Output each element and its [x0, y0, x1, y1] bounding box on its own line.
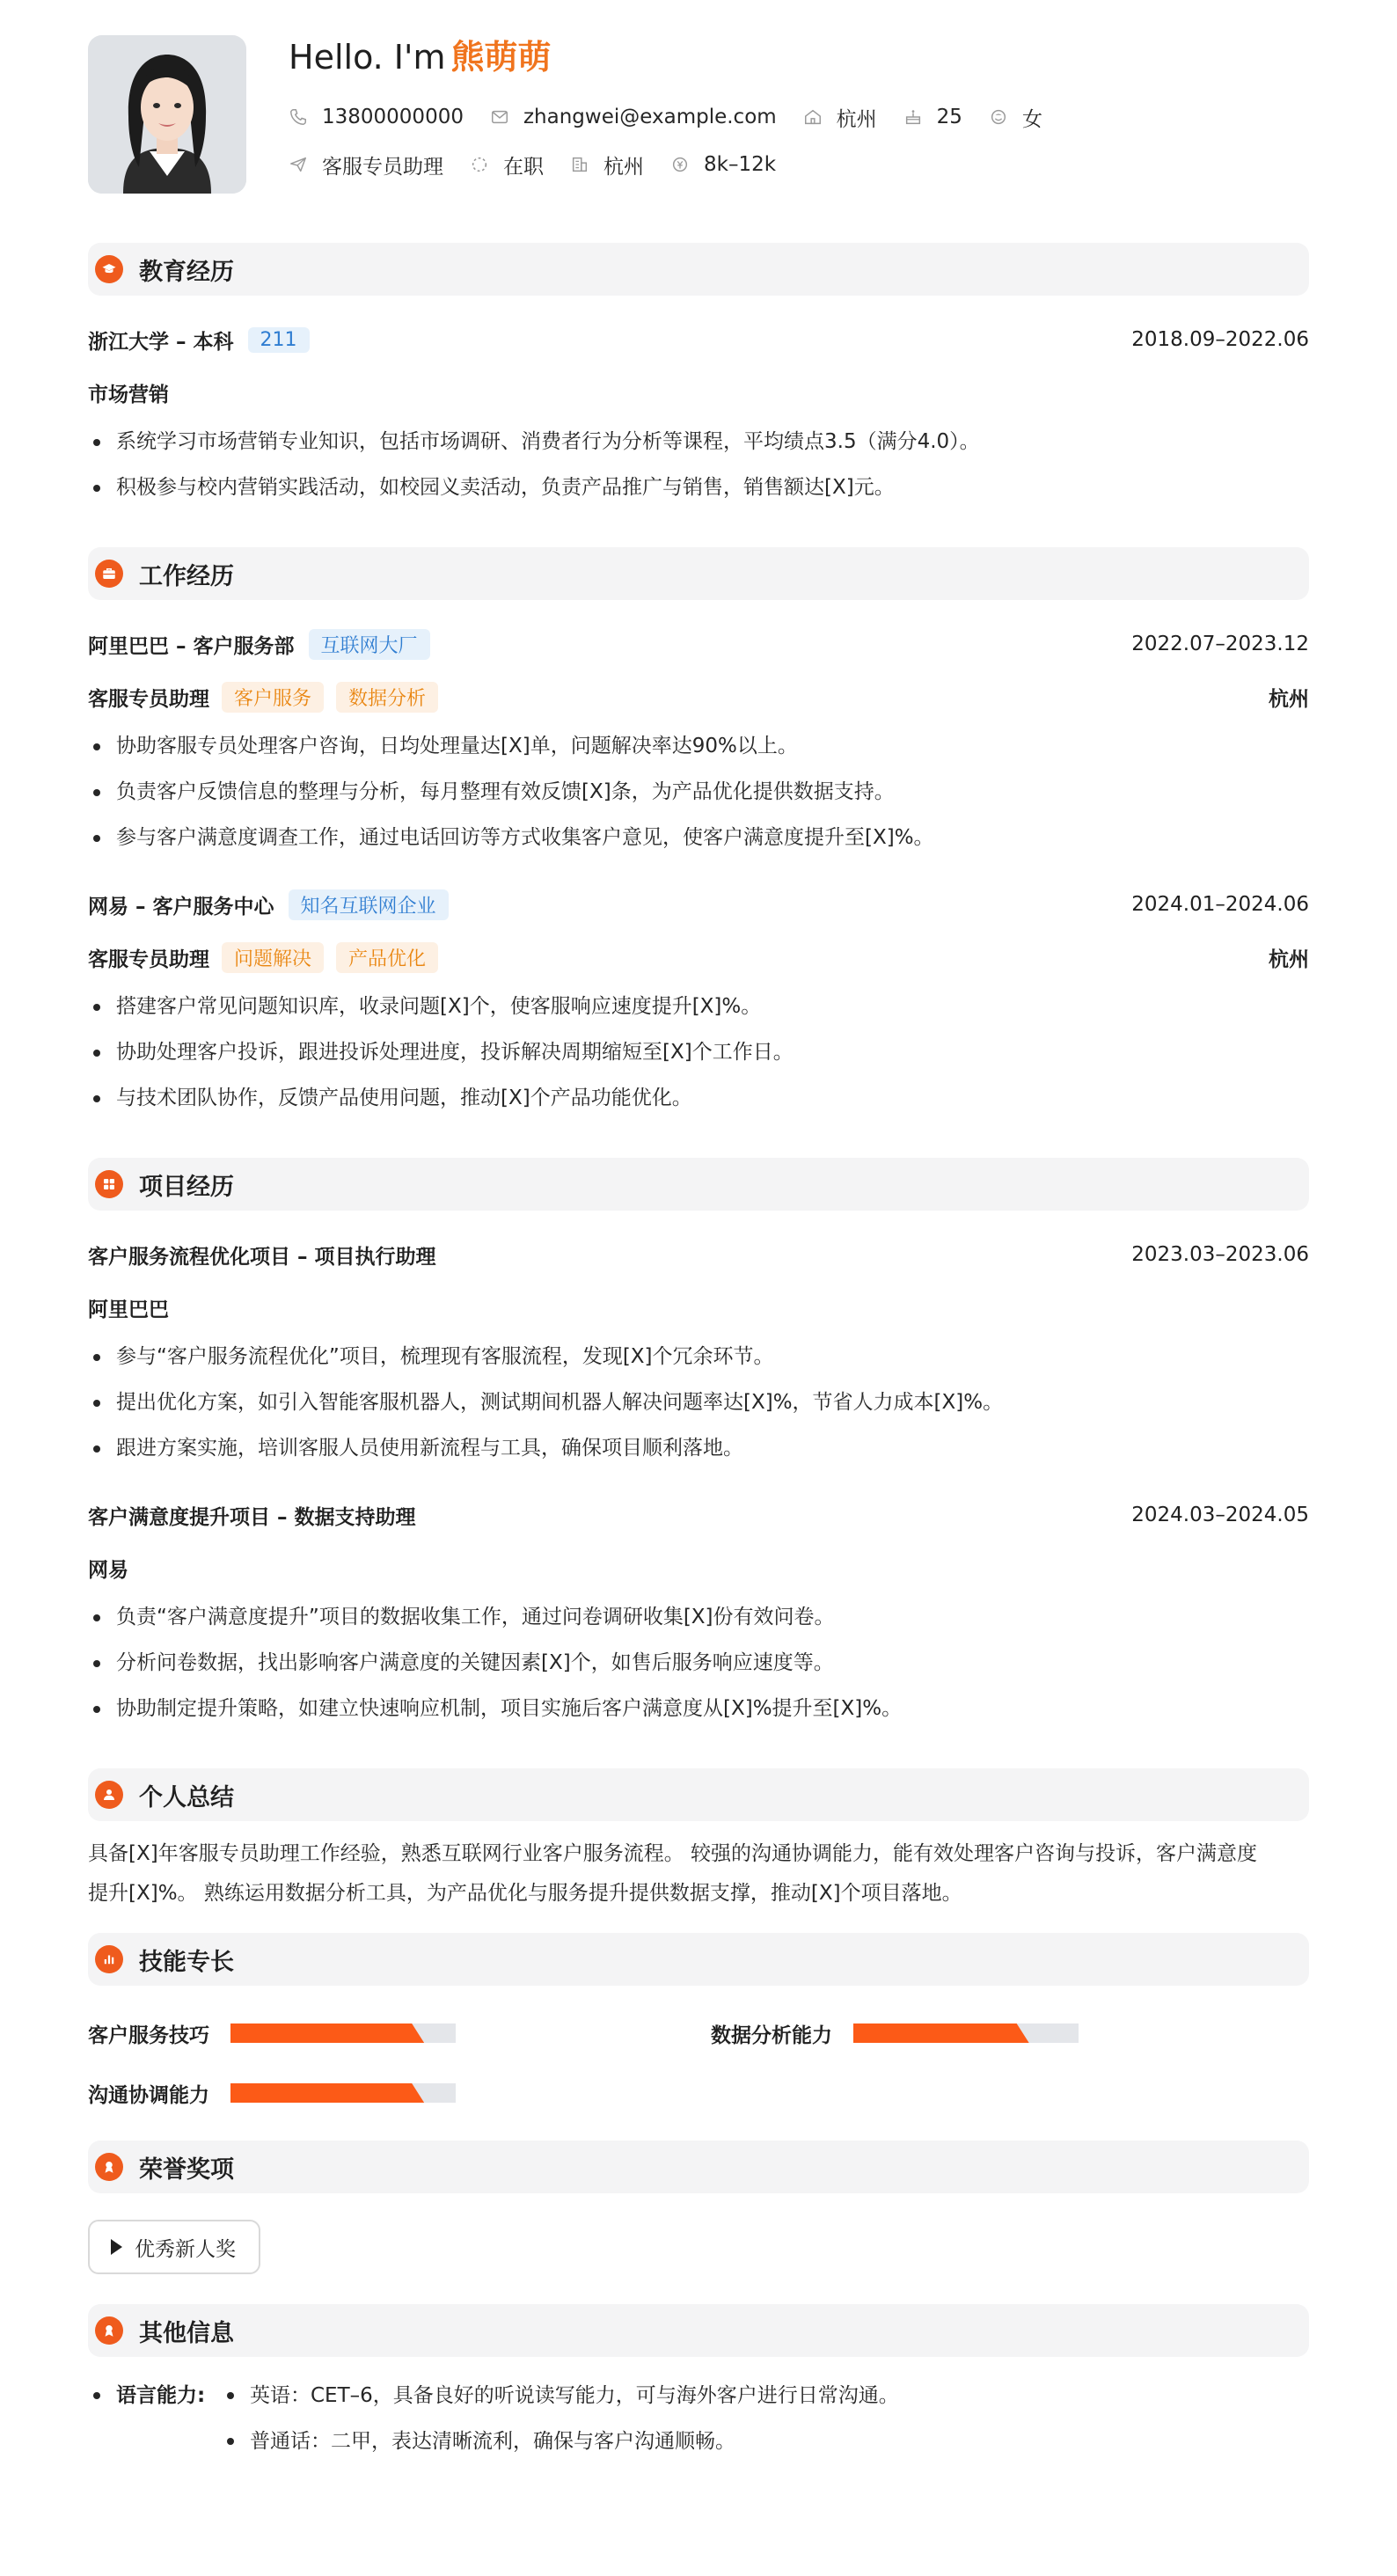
role: 客服专员助理: [88, 948, 209, 971]
section-education: [88, 243, 1309, 296]
skill-fill: [230, 2023, 424, 2043]
summary-line: 具备[X]年客服专员助理工作经验，熟悉互联网行业客户服务流程。 较强的沟通协调能力，能有效处理客户咨询与投诉，客户满意度: [88, 1842, 1258, 1865]
list-item: 跟进方案实施，培训客服人员使用新流程与工具，确保项目顺利落地。: [88, 1425, 1309, 1471]
city-text: 杭州: [836, 107, 877, 131]
company-title: 阿里巴巴 – 客户服务部: [88, 634, 295, 658]
section-skills: [88, 1933, 1309, 1986]
summary-text: [88, 1821, 1309, 1914]
entry-subheader: [88, 670, 1309, 723]
list-item: 负责“客户满意度提升”项目的数据收集工作，通过问卷调研收集[X]份有效问卷。: [88, 1594, 1309, 1640]
skill-item: [711, 2003, 1309, 2063]
mail-icon: [490, 107, 509, 127]
section-work: [88, 547, 1309, 600]
entry-subheader: [88, 931, 1309, 984]
company-tag: 知名互联网企业: [289, 889, 449, 920]
section-summary: [88, 1768, 1309, 1821]
home-icon: [803, 107, 823, 127]
user-icon: [95, 1781, 123, 1809]
bar-chart-icon: [95, 1945, 123, 1973]
company-tag: 互联网大厂: [309, 629, 430, 660]
salary-item: [670, 153, 776, 176]
project-entry: [88, 1211, 1309, 1471]
salary-text: 8k–12k: [704, 153, 777, 176]
send-icon: [289, 155, 308, 174]
list-item: 协助制定提升策略，如建立快速响应机制，项目实施后客户满意度从[X]%提升至[X]%。: [88, 1686, 1309, 1731]
position-text: 客服专员助理: [322, 155, 443, 179]
work-entry: [88, 600, 1309, 860]
entry-subheader: [88, 1541, 1309, 1594]
list-item: 分析问卷数据，找出影响客户满意度的关键因素[X]个，如售后服务响应速度等。: [88, 1640, 1309, 1686]
skill-tag: 产品优化: [336, 942, 438, 973]
entry-location: 杭州: [1269, 948, 1309, 971]
school-title: 浙江大学 – 本科: [88, 330, 234, 354]
skill-tag: 问题解决: [222, 942, 324, 973]
gender-icon: [989, 107, 1008, 127]
skill-tag: 客户服务: [222, 682, 324, 713]
money-icon: [670, 155, 690, 174]
candidate-name: 熊萌萌: [450, 38, 552, 77]
project-company: 网易: [88, 1558, 128, 1582]
section-title: 其他信息: [139, 2319, 234, 2347]
entry-date: 2022.07–2023.12: [1131, 633, 1309, 655]
list-item: 普通话：二甲，表达清晰流利，确保与客户沟通顺畅。: [222, 2419, 899, 2464]
age-item: [903, 106, 962, 128]
company-title: 网易 – 客户服务中心: [88, 895, 274, 918]
list-item: 积极参与校内营销实践活动，如校园义卖活动，负责产品推广与销售，销售额达[X]元。: [88, 465, 1309, 510]
school-tag: 211: [248, 327, 310, 353]
major: 市场营销: [88, 383, 169, 406]
grid-icon: [95, 1170, 123, 1198]
graduation-cap-icon: [95, 255, 123, 283]
resume-header: [88, 35, 1309, 195]
work-entry: [88, 860, 1309, 1121]
skill-bar: [230, 2083, 456, 2103]
list-item: 与技术团队协作，反馈产品使用问题，推动[X]个产品功能优化。: [88, 1075, 1309, 1121]
skill-bar: [230, 2023, 456, 2043]
entry-date: 2024.01–2024.06: [1131, 893, 1309, 916]
job-row: [289, 141, 1069, 188]
list-item: 参与客户满意度调查工作，通过电话回访等方式收集客户意见，使客户满意度提升至[X]%。: [88, 815, 1309, 860]
language-item: [88, 2373, 1309, 2453]
entry-header: [88, 1228, 1309, 1281]
section-title: 工作经历: [139, 562, 234, 590]
phone-icon: [289, 107, 308, 127]
section-title: 教育经历: [139, 258, 234, 286]
award-label: 优秀新人奖: [135, 2237, 236, 2261]
target-city-text: 杭州: [603, 155, 644, 179]
contact-row: [289, 93, 1069, 141]
skill-label: 数据分析能力: [711, 2023, 832, 2047]
entry-header: [88, 878, 1309, 931]
skill-item: [88, 2063, 711, 2123]
entry-bullets: [88, 1334, 1309, 1471]
entry-bullets: [88, 1594, 1309, 1731]
section-projects: [88, 1158, 1309, 1211]
section-awards: [88, 2141, 1309, 2193]
entry-header: [88, 1489, 1309, 1541]
section-title: 荣誉奖项: [139, 2155, 234, 2184]
skill-item: [88, 2003, 711, 2063]
avatar-portrait-icon: [88, 35, 246, 194]
list-item: 系统学习市场营销专业知识，包括市场调研、消费者行为分析等课程，平均绩点3.5（满分4.0）。: [88, 419, 1309, 465]
list-item: 协助处理客户投诉，跟进投诉处理进度，投诉解决周期缩短至[X]个工作日。: [88, 1029, 1309, 1075]
greeting-line: [289, 35, 1069, 79]
list-item: 英语：CET–6，具备良好的听说读写能力，可与海外客户进行日常沟通。: [222, 2373, 899, 2419]
entry-subheader: [88, 1281, 1309, 1334]
entry-bullets: [88, 419, 1309, 510]
project-entry: [88, 1471, 1309, 1731]
skills-grid: [88, 1986, 1309, 2123]
project-title: 客户满意度提升项目 – 数据支持助理: [88, 1505, 416, 1529]
briefcase-icon: [95, 560, 123, 588]
entry-location: 杭州: [1269, 687, 1309, 711]
section-title: 技能专长: [139, 1948, 234, 1976]
skill-fill: [853, 2023, 1029, 2043]
skill-fill: [230, 2083, 424, 2103]
entry-date: 2024.03–2024.05: [1131, 1504, 1309, 1526]
project-company: 阿里巴巴: [88, 1298, 169, 1321]
loading-icon: [470, 155, 489, 174]
section-other: [88, 2304, 1309, 2357]
gender-text: 女: [1021, 107, 1042, 131]
list-item: 负责客户反馈信息的整理与分析，每月整理有效反馈[X]条，为产品优化提供数据支持。: [88, 769, 1309, 815]
entry-date: 2023.03–2023.06: [1131, 1243, 1309, 1266]
summary-line: 提升[X]%。 熟练运用数据分析工具，为产品优化与服务提升提供数据支撑，推动[X]个项目落地。: [88, 1882, 962, 1905]
email-text: zhangwei@example.com: [523, 106, 777, 128]
other-info-list: [88, 2357, 1309, 2453]
project-title: 客户服务流程优化项目 – 项目执行助理: [88, 1245, 436, 1269]
skill-label: 沟通协调能力: [88, 2083, 209, 2107]
list-item: 参与“客户服务流程优化”项目，梳理现有客服流程，发现[X]个冗余环节。: [88, 1334, 1309, 1379]
cake-icon: [903, 107, 923, 127]
age-text: 25: [936, 106, 962, 128]
header-info: [289, 35, 1069, 188]
city-item: [803, 103, 877, 132]
language-sublist: [222, 2373, 899, 2453]
phone-text: 13800000000: [322, 106, 464, 128]
award-icon: [95, 2153, 123, 2181]
entry-subheader: [88, 366, 1309, 419]
list-item: 搭建客户常见问题知识库，收录问题[X]个，使客服响应速度提升[X]%。: [88, 984, 1309, 1029]
email-item: [490, 106, 777, 128]
skill-bar: [853, 2023, 1079, 2043]
list-item: 提出优化方案，如引入智能客服机器人，测试期间机器人解决问题率达[X]%，节省人力成本[X]%。: [88, 1379, 1309, 1425]
target-city-item: [570, 150, 644, 179]
info-icon: [95, 2316, 123, 2345]
language-key: 语言能力:: [116, 2384, 206, 2407]
phone-item: [289, 106, 464, 128]
entry-header: [88, 618, 1309, 670]
entry-header: [88, 313, 1309, 366]
play-icon: [111, 2239, 122, 2255]
entry-bullets: [88, 723, 1309, 860]
status-item: [470, 150, 544, 179]
skill-label: 客户服务技巧: [88, 2023, 209, 2047]
gender-item: [989, 103, 1042, 132]
entry-date: 2018.09–2022.06: [1131, 328, 1309, 351]
section-title: 项目经历: [139, 1173, 234, 1201]
section-title: 个人总结: [139, 1783, 234, 1811]
role: 客服专员助理: [88, 687, 209, 711]
status-text: 在职: [503, 155, 544, 179]
education-entry: [88, 296, 1309, 510]
list-item: 协助客服专员处理客户咨询，日均处理量达[X]单，问题解决率达90%以上。: [88, 723, 1309, 769]
position-item: [289, 150, 443, 179]
avatar: [88, 35, 246, 194]
building-icon: [570, 155, 589, 174]
greeting-text: Hello. I'm: [289, 38, 446, 77]
award-item[interactable]: [88, 2220, 260, 2274]
awards-list: [88, 2193, 1309, 2274]
entry-bullets: [88, 984, 1309, 1121]
skill-tag: 数据分析: [336, 682, 438, 713]
